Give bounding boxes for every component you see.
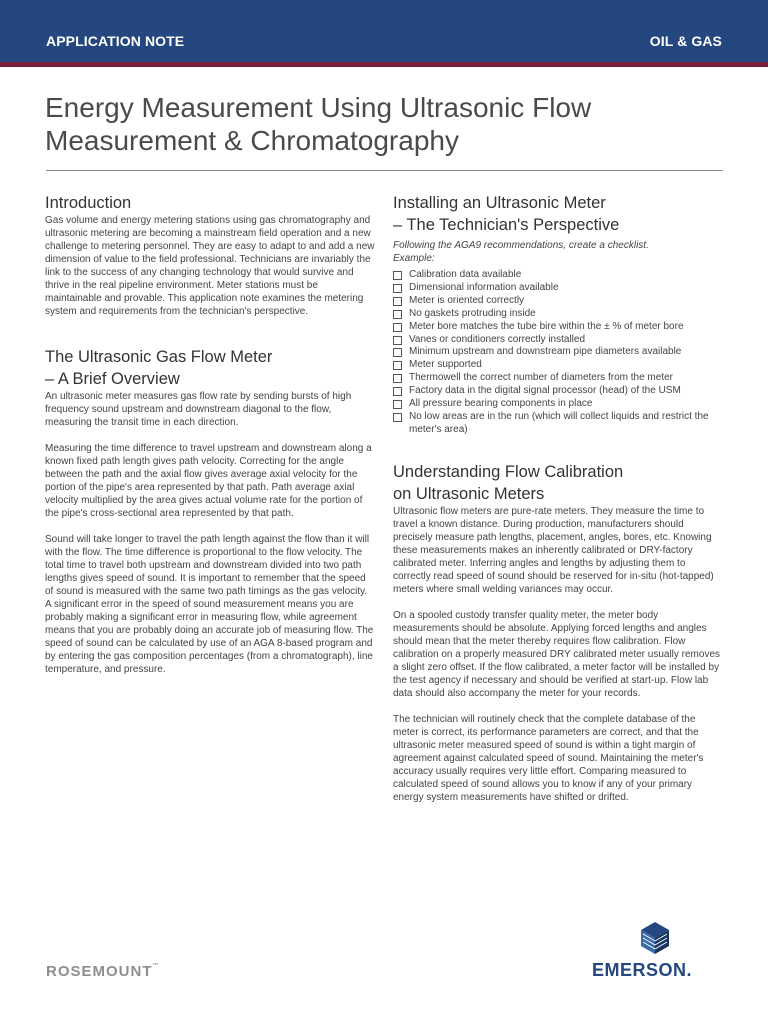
meter-heading <box>45 346 375 390</box>
checklist-item <box>393 359 723 372</box>
checklist-item <box>393 269 723 282</box>
rosemount-trademark: ™ <box>152 963 159 969</box>
checklist-item-label: Calibration data available <box>409 269 522 280</box>
meter-paragraph-2: Measuring the time difference to travel upstream and downstream along a known fixed path length gives path velocity. Correcting for the angle between the path and the axial flow gives average axial velocity for the portion of the pipe's area represented by that path. Path average axial velocity multiplied by the area gives actual volume rate for the portion of the pipe's cross-sectional area represented by that path. <box>45 443 372 519</box>
checklist-item-label: Vanes or conditioners correctly installed <box>409 333 586 345</box>
checkbox-icon[interactable] <box>393 387 402 396</box>
calibration-heading-line-2: on Ultrasonic Meters <box>393 484 545 503</box>
checkbox-icon[interactable] <box>393 271 402 280</box>
intro-paragraph: Gas volume and energy metering stations using gas chromatography and ultrasonic metering are becoming a mainstream field operation and a new challenge to metering personnel. They are easy to adapt to and add a new dimension of value to the field professional. Technicians are invariably the link to the success of any changing technology that would survive and thrive in the real pipeline environment. Meter stations must be maintainable and provable. This application note examines the metering system and requirements from the technician's perspective. <box>45 215 375 317</box>
checklist-item <box>393 308 723 321</box>
checkbox-icon[interactable] <box>393 323 402 332</box>
checklist-item-label: Factory data in the digital signal processor (head) of the USM <box>409 385 681 397</box>
emerson-mark-icon <box>641 922 669 954</box>
install-heading-line-1: Installing an Ultrasonic Meter <box>393 194 606 212</box>
calibration-paragraph-3: The technician will routinely check that the complete database of the meter is correct, its performance parameters are correct, and that the ultrasonic meter measured speed of sound is within a tight margin of agreement against calculated speed of sound. Maintaining the meter's accuracy usually requires very little effort. Comparing measured to calculated speed of sound allows you to know if any of your primary energy system measurements have shifted or drifted. <box>393 713 704 803</box>
checklist-item-label: Dimensional information available <box>409 281 559 293</box>
meter-heading-line-2: – A Brief Overview <box>45 370 180 388</box>
calibration-heading-line-1: Understanding Flow Calibration <box>393 462 624 481</box>
checklist-item <box>393 282 723 295</box>
title-divider <box>46 170 723 171</box>
checklist-item <box>393 321 723 334</box>
checkbox-icon[interactable] <box>393 374 402 383</box>
checklist-item-label: No low areas are in the run (which will collect liquids and restrict the meter's area) <box>409 410 709 435</box>
checklist-item <box>393 398 723 411</box>
checklist-item-label: Minimum upstream and downstream pipe diameters available <box>409 346 682 358</box>
install-example-label: Example: <box>393 253 435 264</box>
checklist-item <box>393 411 723 437</box>
install-heading <box>393 192 723 236</box>
checklist-item-label: Meter bore matches the tube bire within the ± % of meter bore <box>409 320 684 332</box>
checkbox-icon[interactable] <box>393 336 402 345</box>
header-bar <box>0 0 768 62</box>
meter-paragraph-3: Sound will take longer to travel the path length against the flow than it will with the flow. The time difference is proportional to the flow velocity. The total time to travel both upstream and downstream divided into two path lengths gives speed of sound. It is important to remember that the speed of sound is measured with the same two path timings as the gas velocity. A significant error in the speed of sound measurement means you are probably making a significant error in measuring flow, while agreement means that you are probably doing an accurate job of measuring flow. The speed of sound can be calculated by use of an AGA 8-based program and by entering the gas composition percentages (from a chromatograph), line temperature, and pressure. <box>45 534 374 675</box>
meter-paragraph-1: An ultrasonic meter measures gas flow rate by sending bursts of high frequency sound upstream and downstream diagonal to the flow, measuring the transit time in each direction. <box>45 391 352 428</box>
install-heading-line-2: – The Technician's Perspective <box>393 216 620 234</box>
checklist-item <box>393 372 723 385</box>
checklist-item <box>393 385 723 398</box>
rosemount-logo <box>46 963 159 980</box>
calibration-paragraph-1: Ultrasonic flow meters are pure-rate meters. They measure the time to travel a known distance. During production, manufacturers should precisely measure path lengths, placement, angles, bores, etc. Knowing these measurements makes an inherently calibrated or DRY-factory calibrated meter. Inferring angles and lengths by adjusting them to correctly read speed of sound should be reserved for in-situ (hot-tapped) meters where small welding variances may occur. <box>393 505 714 595</box>
checkbox-icon[interactable] <box>393 413 402 422</box>
calibration-paragraph-2: On a spooled custody transfer quality meter, the meter body measurements should be absolute. Applying forced lengths and angles should mean that the meter thereby requires flow calibration. Flow calibration on a properly measured DRY calibrated meter usually removes a slight zero offset. If the flow calibrated, a meter factor will be installed by the test agency if necessary and should be verified at start-up. Flow lab data should also accompany the meter for your records. <box>393 609 721 699</box>
checklist-item-label: Meter supported <box>409 359 482 371</box>
checkbox-icon[interactable] <box>393 348 402 357</box>
emerson-logo: EMERSON. <box>592 960 693 980</box>
checklist-item-label: All pressure bearing components in place <box>409 398 593 410</box>
doc-type-label: APPLICATION NOTE <box>46 33 185 49</box>
calibration-heading <box>393 461 723 505</box>
checkbox-icon[interactable] <box>393 400 402 409</box>
rosemount-wordmark: ROSEMOUNT <box>46 963 153 980</box>
checklist-item <box>393 346 723 359</box>
checkbox-icon[interactable] <box>393 361 402 370</box>
install-checklist <box>393 269 723 437</box>
industry-label: OIL & GAS <box>649 33 722 49</box>
checklist-item-label: Thermowell the correct number of diameters from the meter <box>409 372 673 384</box>
intro-heading: Introduction <box>45 194 132 212</box>
title-line-1: Energy Measurement Using Ultrasonic Flow <box>45 92 592 123</box>
left-column <box>45 192 375 676</box>
page-title <box>45 91 735 157</box>
right-column <box>393 192 723 804</box>
checklist-item <box>393 334 723 347</box>
checkbox-icon[interactable] <box>393 284 402 293</box>
checkbox-icon[interactable] <box>393 297 402 306</box>
checklist-item <box>393 295 723 308</box>
checklist-item-label: Meter is oriented correctly <box>409 294 525 306</box>
checklist-item-label: No gaskets protruding inside <box>409 307 536 319</box>
checkbox-icon[interactable] <box>393 310 402 319</box>
header-accent-line <box>0 62 768 67</box>
title-line-2: Measurement & Chromatography <box>45 125 459 156</box>
install-intro: Following the AGA9 recommendations, create a checklist. <box>393 240 649 251</box>
meter-heading-line-1: The Ultrasonic Gas Flow Meter <box>45 348 273 366</box>
